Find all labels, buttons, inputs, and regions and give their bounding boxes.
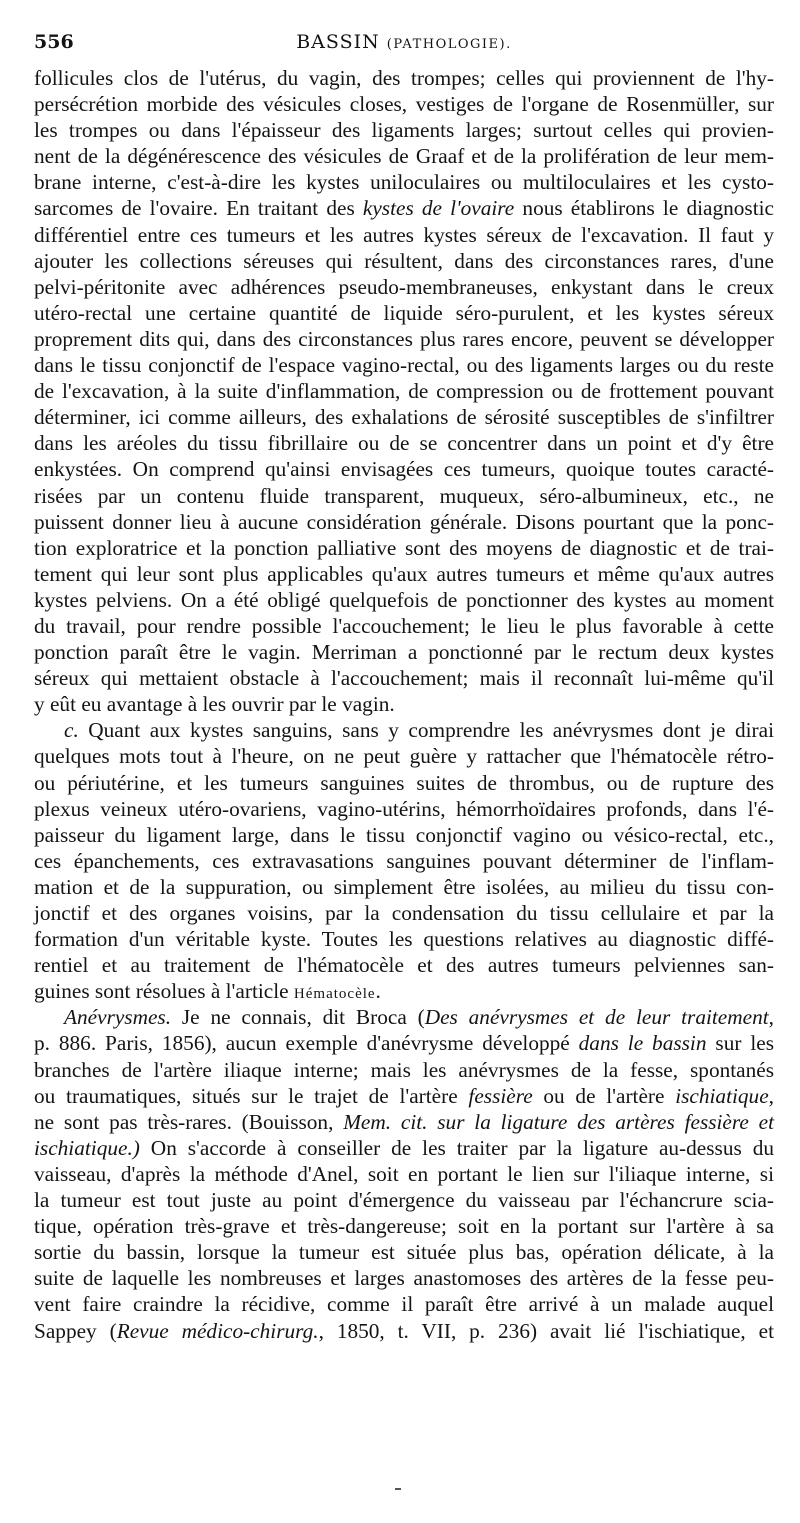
text-run: , bbox=[768, 1005, 774, 1030]
text-run: utéro-rectal une certaine quantité de liquide séro-purulent, et les kystes séreux bbox=[34, 300, 774, 325]
page-number: 556 bbox=[34, 31, 74, 53]
text-line bbox=[34, 613, 774, 639]
text-line bbox=[34, 248, 774, 274]
text-run: p. 886. Paris, 1856), aucun exemple d'anévrysme développé bbox=[34, 1031, 579, 1056]
italic-text: ischiatique bbox=[675, 1083, 769, 1108]
text-run: déterminer, ici comme ailleurs, des exhalations de sérosité susceptibles de s'infiltrer bbox=[34, 405, 774, 430]
text-run: sur les bbox=[706, 1031, 774, 1056]
text-line bbox=[34, 1109, 774, 1135]
text-run: kystes pelviens. On a été obligé quelquefois de ponctionner des kystes au moment bbox=[34, 587, 774, 612]
text-line bbox=[34, 430, 774, 456]
text-line bbox=[34, 143, 774, 169]
text-run: sarcomes de l'ovaire. En traitant des bbox=[34, 196, 363, 221]
text-run: pelvi-péritonite avec adhérences pseudo-membraneuses, enkystant dans le creux bbox=[34, 274, 774, 299]
text-run: guines sont résolues à l'article bbox=[34, 979, 294, 1004]
text-run: ces épanchements, ces extravasations sanguines pouvant déterminer de l'inflam- bbox=[34, 848, 774, 873]
text-run: tion exploratrice et la ponction palliative sont des moyens de diagnostic et de trai- bbox=[34, 535, 774, 560]
text-line bbox=[34, 978, 774, 1004]
text-run: quelques mots tout à l'heure, on ne peut guère y rattacher que l'hématocèle rétro- bbox=[34, 744, 774, 769]
folio-mark bbox=[395, 1488, 401, 1490]
text-run: persécrétion morbide des vésicules closes, vestiges de l'organe de Rosenmüller, sur bbox=[34, 92, 774, 117]
text-line bbox=[34, 743, 774, 769]
text-run: y eût eu avantage à les ouvrir par le vagin. bbox=[34, 692, 395, 717]
running-title-subtitle: (PATHOLOGIE). bbox=[386, 37, 512, 52]
italic-text: Anévrysmes. bbox=[64, 1005, 172, 1030]
text-run: risées par un contenu fluide transparent, muqueux, séro-albumineux, etc., ne bbox=[34, 483, 774, 508]
italic-text: Des anévrysmes et de leur traitement bbox=[424, 1005, 769, 1030]
text-run: suite de laquelle les nombreuses et larges anastomoses des artères de la fesse peu- bbox=[34, 1266, 774, 1291]
italic-text: kystes de l'ovaire bbox=[362, 196, 515, 221]
text-run: mation et de la suppuration, ou simplement être isolées, au milieu du tissu con- bbox=[34, 874, 774, 899]
running-title bbox=[34, 31, 774, 53]
text-run: follicules clos de l'utérus, du vagin, des trompes; celles qui proviennent de l'hy- bbox=[34, 66, 774, 90]
text-line bbox=[34, 509, 774, 535]
text-run: les trompes ou dans l'épaisseur des ligaments larges; surtout celles qui provien- bbox=[34, 118, 774, 143]
text-line bbox=[34, 848, 774, 874]
text-run: enkystées. On comprend qu'ainsi envisagées ces tumeurs, quoique toutes caracté- bbox=[34, 457, 774, 482]
text-line bbox=[34, 195, 774, 221]
text-line bbox=[34, 352, 774, 378]
text-line bbox=[34, 1135, 774, 1161]
running-title-main: BASSIN bbox=[296, 31, 380, 53]
text-line bbox=[34, 326, 774, 352]
paragraph bbox=[34, 717, 774, 1004]
text-run: de l'excavation, à la suite d'inflammation, de compression ou de frottement pouvant bbox=[34, 379, 774, 404]
text-line bbox=[34, 1083, 774, 1109]
text-run: rentiel et au traitement de l'hématocèle et des autres tumeurs pelviennes san- bbox=[34, 953, 774, 978]
text-line bbox=[34, 561, 774, 587]
text-line bbox=[34, 1057, 774, 1083]
text-line bbox=[34, 796, 774, 822]
italic-text: ischiatique.) bbox=[34, 1135, 140, 1160]
text-run: proprement dits qui, dans des circonstances plus rares encore, peuvent se développer bbox=[34, 326, 774, 351]
text-run: ponction paraît être le vagin. Merriman a ponctionné par le rectum deux kystes bbox=[34, 640, 774, 665]
text-line bbox=[34, 717, 774, 743]
text-run: , bbox=[768, 1083, 774, 1108]
text-run: ajouter les collections séreuses qui résultent, dans des circonstances rares, d'une bbox=[34, 248, 774, 273]
text-run: ou de l'artère bbox=[532, 1083, 676, 1108]
text-run: paisseur du ligament large, dans le tissu conjonctif vagino ou vésico-rectal, etc., bbox=[34, 822, 774, 847]
text-line bbox=[34, 222, 774, 248]
text-run: du travail, pour rendre possible l'accouchement; le lieu le plus favorable à cette bbox=[34, 613, 774, 638]
text-run: tique, opération très-grave et très-dangereuse; soit en la portant sur l'artère à sa bbox=[34, 1214, 774, 1239]
text-run: vent faire craindre la récidive, comme il paraît être arrivé à un malade auquel bbox=[34, 1292, 774, 1317]
text-line bbox=[34, 404, 774, 430]
italic-text: Revue médico-chirurg. bbox=[116, 1318, 319, 1343]
text-line bbox=[34, 1318, 774, 1344]
text-line bbox=[34, 665, 774, 691]
text-run: différentiel entre ces tumeurs et les autres kystes séreux de l'excavation. Il faut y bbox=[34, 222, 774, 247]
text-line bbox=[34, 91, 774, 117]
text-run: la tumeur est tout juste au point d'émergence du vaisseau par l'échancrure scia- bbox=[34, 1188, 774, 1213]
text-run: ou traumatiques, situés sur le trajet de l'artère bbox=[34, 1083, 469, 1108]
text-line bbox=[34, 1291, 774, 1317]
text-run: brane interne, c'est-à-dire les kystes uniloculaires ou multiloculaires et les cysto- bbox=[34, 170, 774, 195]
text-run: . bbox=[375, 979, 381, 1004]
text-line bbox=[34, 378, 774, 404]
italic-text: dans le bassin bbox=[578, 1031, 707, 1056]
text-run: sortie du bassin, lorsque la tumeur est située plus bas, opération délicate, à la bbox=[34, 1240, 774, 1265]
text-line bbox=[34, 874, 774, 900]
text-line bbox=[34, 900, 774, 926]
text-line bbox=[34, 65, 774, 91]
text-line bbox=[34, 274, 774, 300]
text-line bbox=[34, 456, 774, 482]
text-run: , 1850, t. VII, p. 236) avait lié l'ischiatique, et bbox=[318, 1318, 774, 1343]
paragraph bbox=[34, 1004, 774, 1343]
text-line bbox=[34, 587, 774, 613]
text-line bbox=[34, 1004, 774, 1030]
text-run: dans les aréoles du tissu fibrillaire ou de se concentrer dans un point et d'y être bbox=[34, 431, 774, 456]
text-run: nent de la dégénérescence des vésicules de Graaf et de la prolifération de leur mem- bbox=[34, 144, 774, 169]
italic-text: fessière bbox=[468, 1083, 533, 1108]
text-run: ne sont pas très-rares. (Bouisson, bbox=[34, 1109, 344, 1134]
text-line bbox=[34, 300, 774, 326]
text-line bbox=[34, 952, 774, 978]
text-run: Quant aux kystes sanguins, sans y comprendre les anévrysmes dont je dirai bbox=[78, 718, 774, 743]
text-line bbox=[34, 926, 774, 952]
text-line bbox=[34, 1161, 774, 1187]
text-line bbox=[34, 535, 774, 561]
text-line bbox=[34, 1213, 774, 1239]
text-run: nous établirons le diagnostic bbox=[514, 196, 774, 221]
text-run: vaisseau, d'après la méthode d'Anel, soit en portant le lien sur l'iliaque interne, si bbox=[34, 1161, 774, 1186]
text-line bbox=[34, 822, 774, 848]
text-line bbox=[34, 1187, 774, 1213]
text-run: tement qui leur sont plus applicables qu'aux autres tumeurs et même qu'aux autres bbox=[34, 561, 774, 586]
running-header bbox=[34, 31, 774, 57]
text-run: jonctif et des organes voisins, par la condensation du tissu cellulaire et par la bbox=[34, 901, 774, 925]
text-line bbox=[34, 1265, 774, 1291]
text-run: séreux qui mettaient obstacle à l'accouchement; mais il reconnaît lui-même qu'il bbox=[34, 666, 774, 691]
text-run: ou périutérine, et les tumeurs sanguines suites de thrombus, ou de rupture des bbox=[34, 770, 774, 795]
text-line bbox=[34, 639, 774, 665]
body-text bbox=[34, 65, 774, 1344]
text-run: Je ne connais, dit Broca ( bbox=[171, 1005, 425, 1030]
text-line bbox=[34, 1030, 774, 1056]
text-run: formation d'un véritable kyste. Toutes les questions relatives au diagnostic diffé- bbox=[34, 927, 774, 952]
text-line bbox=[34, 1239, 774, 1265]
italic-text: Mem. cit. sur la ligature des artères fessière et bbox=[343, 1109, 774, 1134]
text-line bbox=[34, 483, 774, 509]
text-line bbox=[34, 169, 774, 195]
text-line bbox=[34, 691, 774, 717]
text-line bbox=[34, 770, 774, 796]
text-run: puissent donner lieu à aucune considération générale. Disons pourtant que la ponc- bbox=[34, 509, 774, 534]
text-run: On s'accorde à conseiller de les traiter par la ligature au-dessus du bbox=[139, 1135, 774, 1160]
italic-text: c. bbox=[64, 718, 79, 743]
text-run: branches de l'artère iliaque interne; mais les anévrysmes de la fesse, spontanés bbox=[34, 1057, 774, 1082]
text-run: dans le tissu conjonctif de l'espace vagino-rectal, ou des ligaments larges ou du reste bbox=[34, 353, 774, 378]
small-caps-text: Hématocèle bbox=[293, 986, 376, 1003]
text-line bbox=[34, 117, 774, 143]
text-run: plexus veineux utéro-ovariens, vagino-utérins, hémorrhoïdaires profonds, dans l'é- bbox=[34, 796, 774, 821]
text-run: Sappey ( bbox=[34, 1318, 117, 1343]
paragraph bbox=[34, 65, 774, 717]
